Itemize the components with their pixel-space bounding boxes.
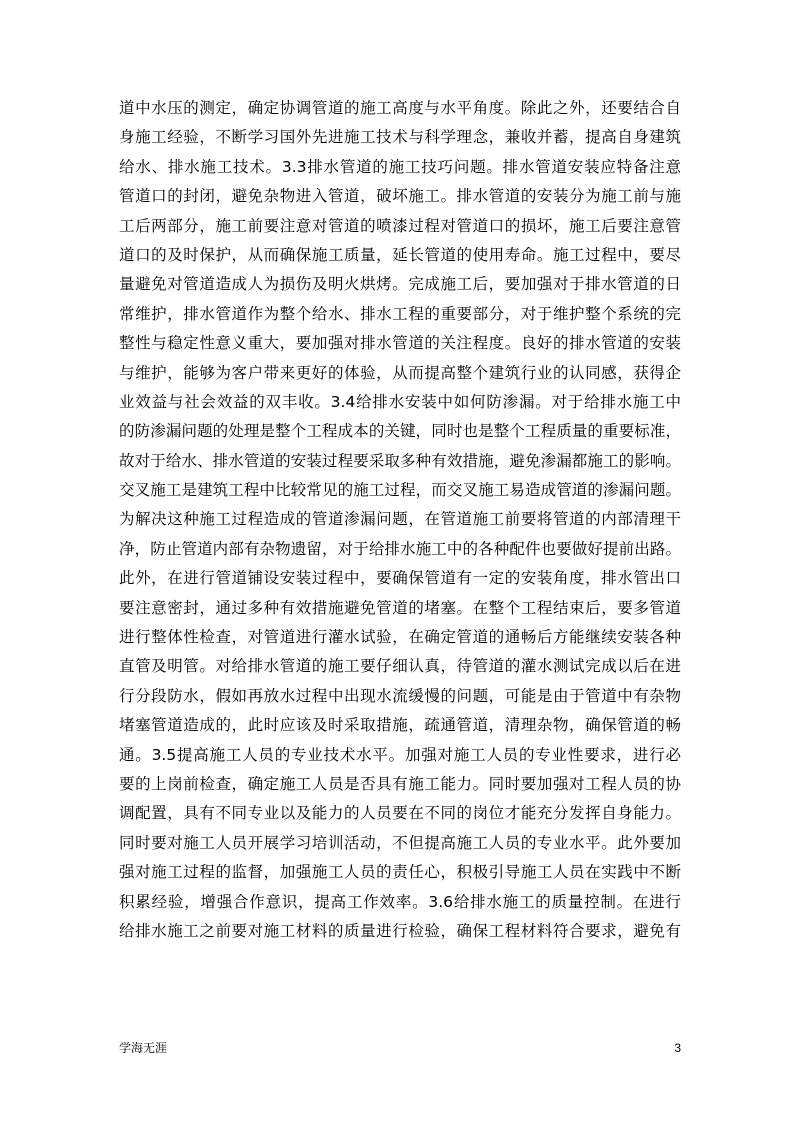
text-line: 要注意密封，通过多种有效措施避免管道的堵塞。在整个工程结束后，要多管道 (119, 598, 681, 617)
text-line: 调配置，具有不同专业以及能力的人员要在不同的岗位才能充分发挥自身能力。 (119, 804, 681, 823)
text-line: 道口的及时保护，从而确保施工质量，延长管道的使用寿命。施工过程中，要尽 (119, 245, 681, 264)
text-line: 此外，在进行管道铺设安装过程中，要确保管道有一定的安装角度，排水管出口 (119, 569, 681, 588)
text-line: 故对于给水、排水管道的安装过程要采取多种有效措施，避免渗漏都施工的影响。 (119, 451, 681, 470)
text-line: 通。3.5提高施工人员的专业技术水平。加强对施工人员的专业性要求，进行必 (119, 745, 681, 764)
text-line: 强对施工过程的监督，加强施工人员的责任心，积极引导施工人员在实践中不断 (119, 863, 681, 882)
body-text (119, 94, 681, 946)
text-line: 交叉施工是建筑工程中比较常见的施工过程，而交叉施工易造成管道的渗漏问题。 (119, 481, 681, 500)
text-line: 业效益与社会效益的双丰收。3.4给排水安装中如何防渗漏。对于给排水施工中 (119, 392, 681, 411)
text-line: 直管及明管。对给排水管道的施工要仔细认真，待管道的灌水测试完成以后在进 (119, 657, 681, 676)
text-line: 道中水压的测定，确定协调管道的施工高度与水平角度。除此之外，还要结合自 (119, 99, 681, 117)
text-line: 积累经验，增强合作意识，提高工作效率。3.6给排水施工的质量控制。在进行 (119, 892, 681, 911)
text-line: 要的上岗前检查，确定施工人员是否具有施工能力。同时要加强对工程人员的协 (119, 774, 681, 793)
text-line: 堵塞管道造成的，此时应该及时采取措施，疏通管道，清理杂物，确保管道的畅 (119, 716, 681, 735)
text-line: 常维护，排水管道作为整个给水、排水工程的重要部分，对于维护整个系统的完 (119, 304, 681, 323)
page-number: 3 (674, 1041, 681, 1055)
footer-text: 学海无涯 (119, 1041, 168, 1055)
text-line: 为解决这种施工过程造成的管道渗漏问题，在管道施工前要将管道的内部清理干 (119, 510, 681, 529)
text-line: 进行整体性检查，对管道进行灌水试验，在确定管道的通畅后方能继续安装各种 (119, 628, 681, 647)
text-line: 工后两部分，施工前要注意对管道的喷漆过程对管道口的损坏，施工后要注意管 (119, 216, 681, 235)
text-line: 管道口的封闭，避免杂物进入管道，破坏施工。排水管道的安装分为施工前与施 (119, 187, 681, 206)
text-line: 给排水施工之前要对施工材料的质量进行检验，确保工程材料符合要求，避免有 (119, 921, 681, 940)
text-line: 给水、排水施工技术。3.3排水管道的施工技巧问题。排水管道安装应特备注意 (119, 157, 681, 176)
text-line: 整性与稳定性意义重大，要加强对排水管道的关注程度。良好的排水管道的安装 (119, 334, 681, 353)
text-line: 的防渗漏问题的处理是整个工程成本的关键，同时也是整个工程质量的重要标准， (119, 422, 681, 441)
text-line: 净，防止管道内部有杂物遗留，对于给排水施工中的各种配件也要做好提前出路。 (119, 539, 681, 558)
text-line: 行分段防水，假如再放水过程中出现水流缓慢的问题，可能是由于管道中有杂物 (119, 686, 681, 705)
text-line: 量避免对管道造成人为损伤及明火烘烤。完成施工后，要加强对于排水管道的日 (119, 275, 681, 294)
text-line: 与维护，能够为客户带来更好的体验，从而提高整个建筑行业的认同感，获得企 (119, 363, 681, 382)
text-line: 身施工经验，不断学习国外先进施工技术与科学理念，兼收并蓄，提高自身建筑 (119, 128, 681, 147)
text-line: 同时要对施工人员开展学习培训活动，不但提高施工人员的专业水平。此外要加 (119, 833, 681, 852)
